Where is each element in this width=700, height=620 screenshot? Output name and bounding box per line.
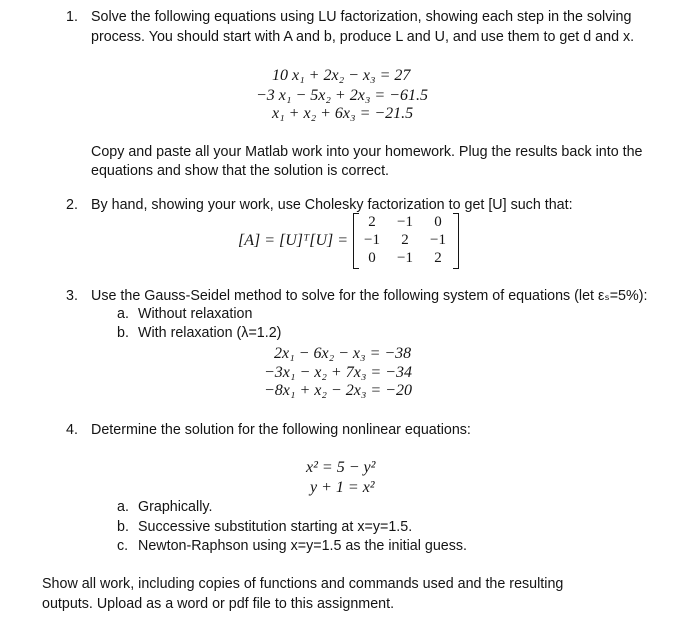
q3-a-label: a.	[117, 306, 129, 322]
q4-equation-2: y + 1 = x²	[310, 479, 375, 496]
q2-number: 2.	[66, 197, 78, 213]
footer-line1: Show all work, including copies of functions and commands used and the resulting	[42, 576, 564, 592]
q2-matrix	[353, 213, 459, 269]
matrix-right-bracket	[453, 213, 459, 269]
q3-b-label: b.	[117, 325, 129, 341]
q1-equation-3: x₁ + x₂ + 6x₃ = −21.5	[272, 105, 414, 122]
q3-equation-2: −3x₁ − x₂ + 7x₃ = −34	[264, 364, 412, 381]
matrix-cell: 2	[368, 214, 376, 230]
q4-equation-1: x² = 5 − y²	[306, 459, 376, 476]
q3-text: Use the Gauss-Seidel method to solve for the following system of equations (let εₛ=5%):	[91, 288, 648, 304]
q4-a-text: Graphically.	[138, 499, 213, 515]
q4-b-text: Successive substitution starting at x=y=1.5.	[138, 519, 413, 535]
matrix-cell: 0	[434, 214, 442, 230]
q1-equation-2: −3 x₁ − 5x₂ + 2x₃ = −61.5	[256, 87, 428, 104]
q3-equation-3: −8x₁ + x₂ − 2x₃ = −20	[264, 382, 412, 399]
footer-line2: outputs. Upload as a word or pdf file to this assignment.	[42, 596, 395, 612]
q1-number: 1.	[66, 9, 78, 25]
q3-equation-1: 2x₁ − 6x₂ − x₃ = −38	[274, 345, 412, 362]
q4-c-label: c.	[117, 538, 129, 554]
matrix-cell: −1	[364, 232, 380, 248]
matrix-cell: 0	[368, 250, 376, 266]
q4-number: 4.	[66, 422, 78, 438]
q1-text-line2: process. You should start with A and b, produce L and U, and use them to get d and x.	[91, 29, 635, 45]
q1-note-line1: Copy and paste all your Matlab work into your homework. Plug the results back into the	[91, 144, 643, 160]
matrix-cell: −1	[397, 214, 413, 230]
q2-equation-lhs: [A] = [U]ᵀ[U] =	[238, 232, 349, 249]
q4-text: Determine the solution for the following nonlinear equations:	[91, 422, 471, 438]
q1-note-line2: equations and show that the solution is correct.	[91, 163, 390, 179]
q3-a-text: Without relaxation	[138, 306, 253, 322]
q2-text: By hand, showing your work, use Cholesky factorization to get [U] such that:	[91, 197, 573, 213]
q4-c-text: Newton-Raphson using x=y=1.5 as the initial guess.	[138, 538, 468, 554]
q4-a-label: a.	[117, 499, 129, 515]
q1-equation-1: 10 x₁ + 2x₂ − x₃ = 27	[272, 67, 411, 84]
q4-b-label: b.	[117, 519, 129, 535]
q3-number: 3.	[66, 288, 78, 304]
q1-text-line1: Solve the following equations using LU factorization, showing each step in the solving	[91, 9, 632, 25]
matrix-cell: −1	[397, 250, 413, 266]
matrix-cell: 2	[434, 250, 442, 266]
matrix-cell: 2	[401, 232, 409, 248]
q3-b-text: With relaxation (λ=1.2)	[138, 325, 282, 341]
matrix-cell: −1	[430, 232, 446, 248]
